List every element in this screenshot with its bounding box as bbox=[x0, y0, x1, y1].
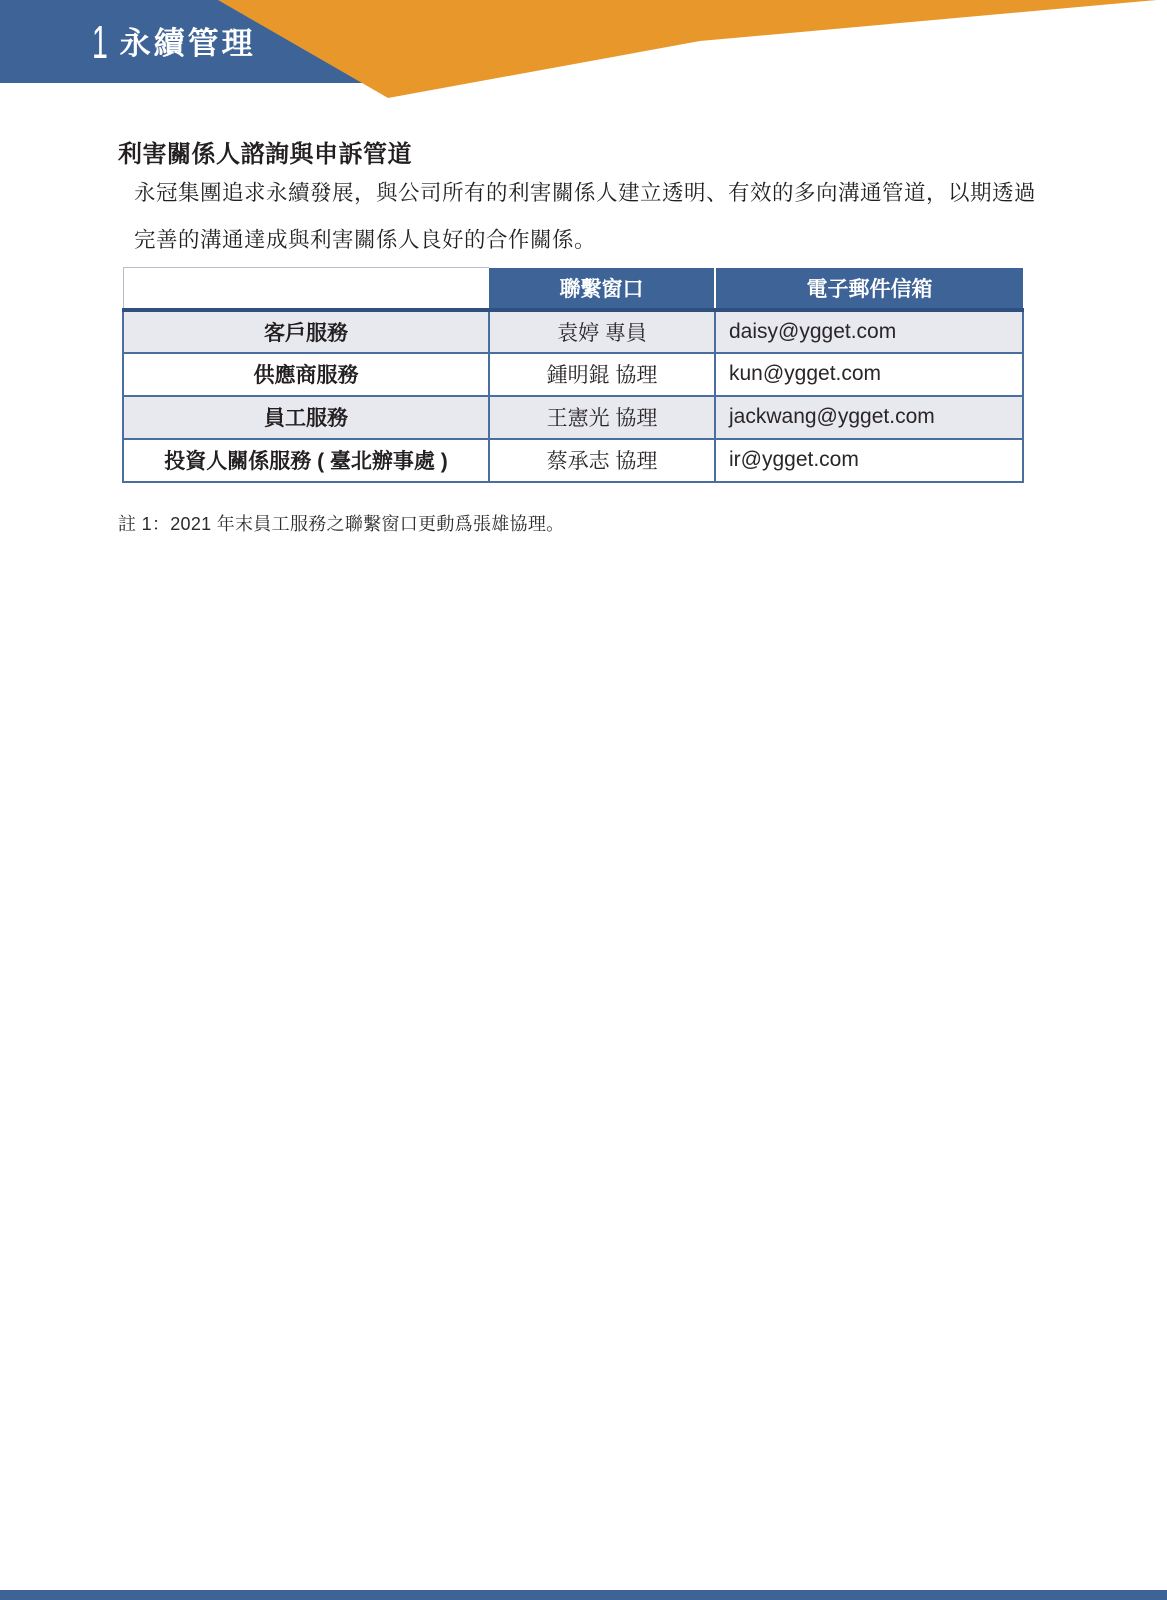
service-name: 客戶服務 bbox=[123, 310, 489, 353]
page-banner bbox=[0, 0, 1167, 110]
service-name: 投資人關係服務 ( 臺北辦事處 ) bbox=[123, 439, 489, 482]
contact-email: ir@ygget.com bbox=[715, 439, 1023, 482]
contact-email: jackwang@ygget.com bbox=[715, 396, 1023, 439]
chapter-number: 1 bbox=[92, 15, 108, 68]
service-name: 員工服務 bbox=[123, 396, 489, 439]
contact-email: daisy@ygget.com bbox=[715, 310, 1023, 353]
banner-title bbox=[92, 0, 256, 83]
contact-person: 蔡承志 協理 bbox=[489, 439, 715, 482]
stakeholder-contact-table bbox=[122, 267, 1024, 483]
header-blank-cell bbox=[123, 268, 489, 310]
table-row bbox=[123, 353, 1023, 396]
service-name: 供應商服務 bbox=[123, 353, 489, 396]
table-row bbox=[123, 310, 1023, 353]
section-heading: 利害關係人諮詢與申訴管道 bbox=[118, 141, 412, 168]
contact-person: 袁婷 專員 bbox=[489, 310, 715, 353]
table-row bbox=[123, 396, 1023, 439]
contact-email: kun@ygget.com bbox=[715, 353, 1023, 396]
contact-person: 王憲光 協理 bbox=[489, 396, 715, 439]
header-contact-window: 聯繫窗口 bbox=[489, 268, 715, 310]
chapter-title: 永續管理 bbox=[119, 26, 256, 61]
section-paragraph: 永冠集團追求永續發展，與公司所有的利害關係人建立透明、有效的多向溝通管道，以期透過完善的溝通達成與利害關係人良好的合作關係。 bbox=[134, 181, 1037, 252]
header-email: 電子郵件信箱 bbox=[715, 268, 1023, 310]
table-header bbox=[123, 268, 1023, 310]
table-row bbox=[123, 439, 1023, 482]
footer-rule bbox=[0, 1590, 1167, 1600]
contact-person: 鍾明錕 協理 bbox=[489, 353, 715, 396]
table-footnote: 註 1：2021 年末員工服務之聯繫窗口更動爲張雄協理。 bbox=[118, 514, 565, 534]
